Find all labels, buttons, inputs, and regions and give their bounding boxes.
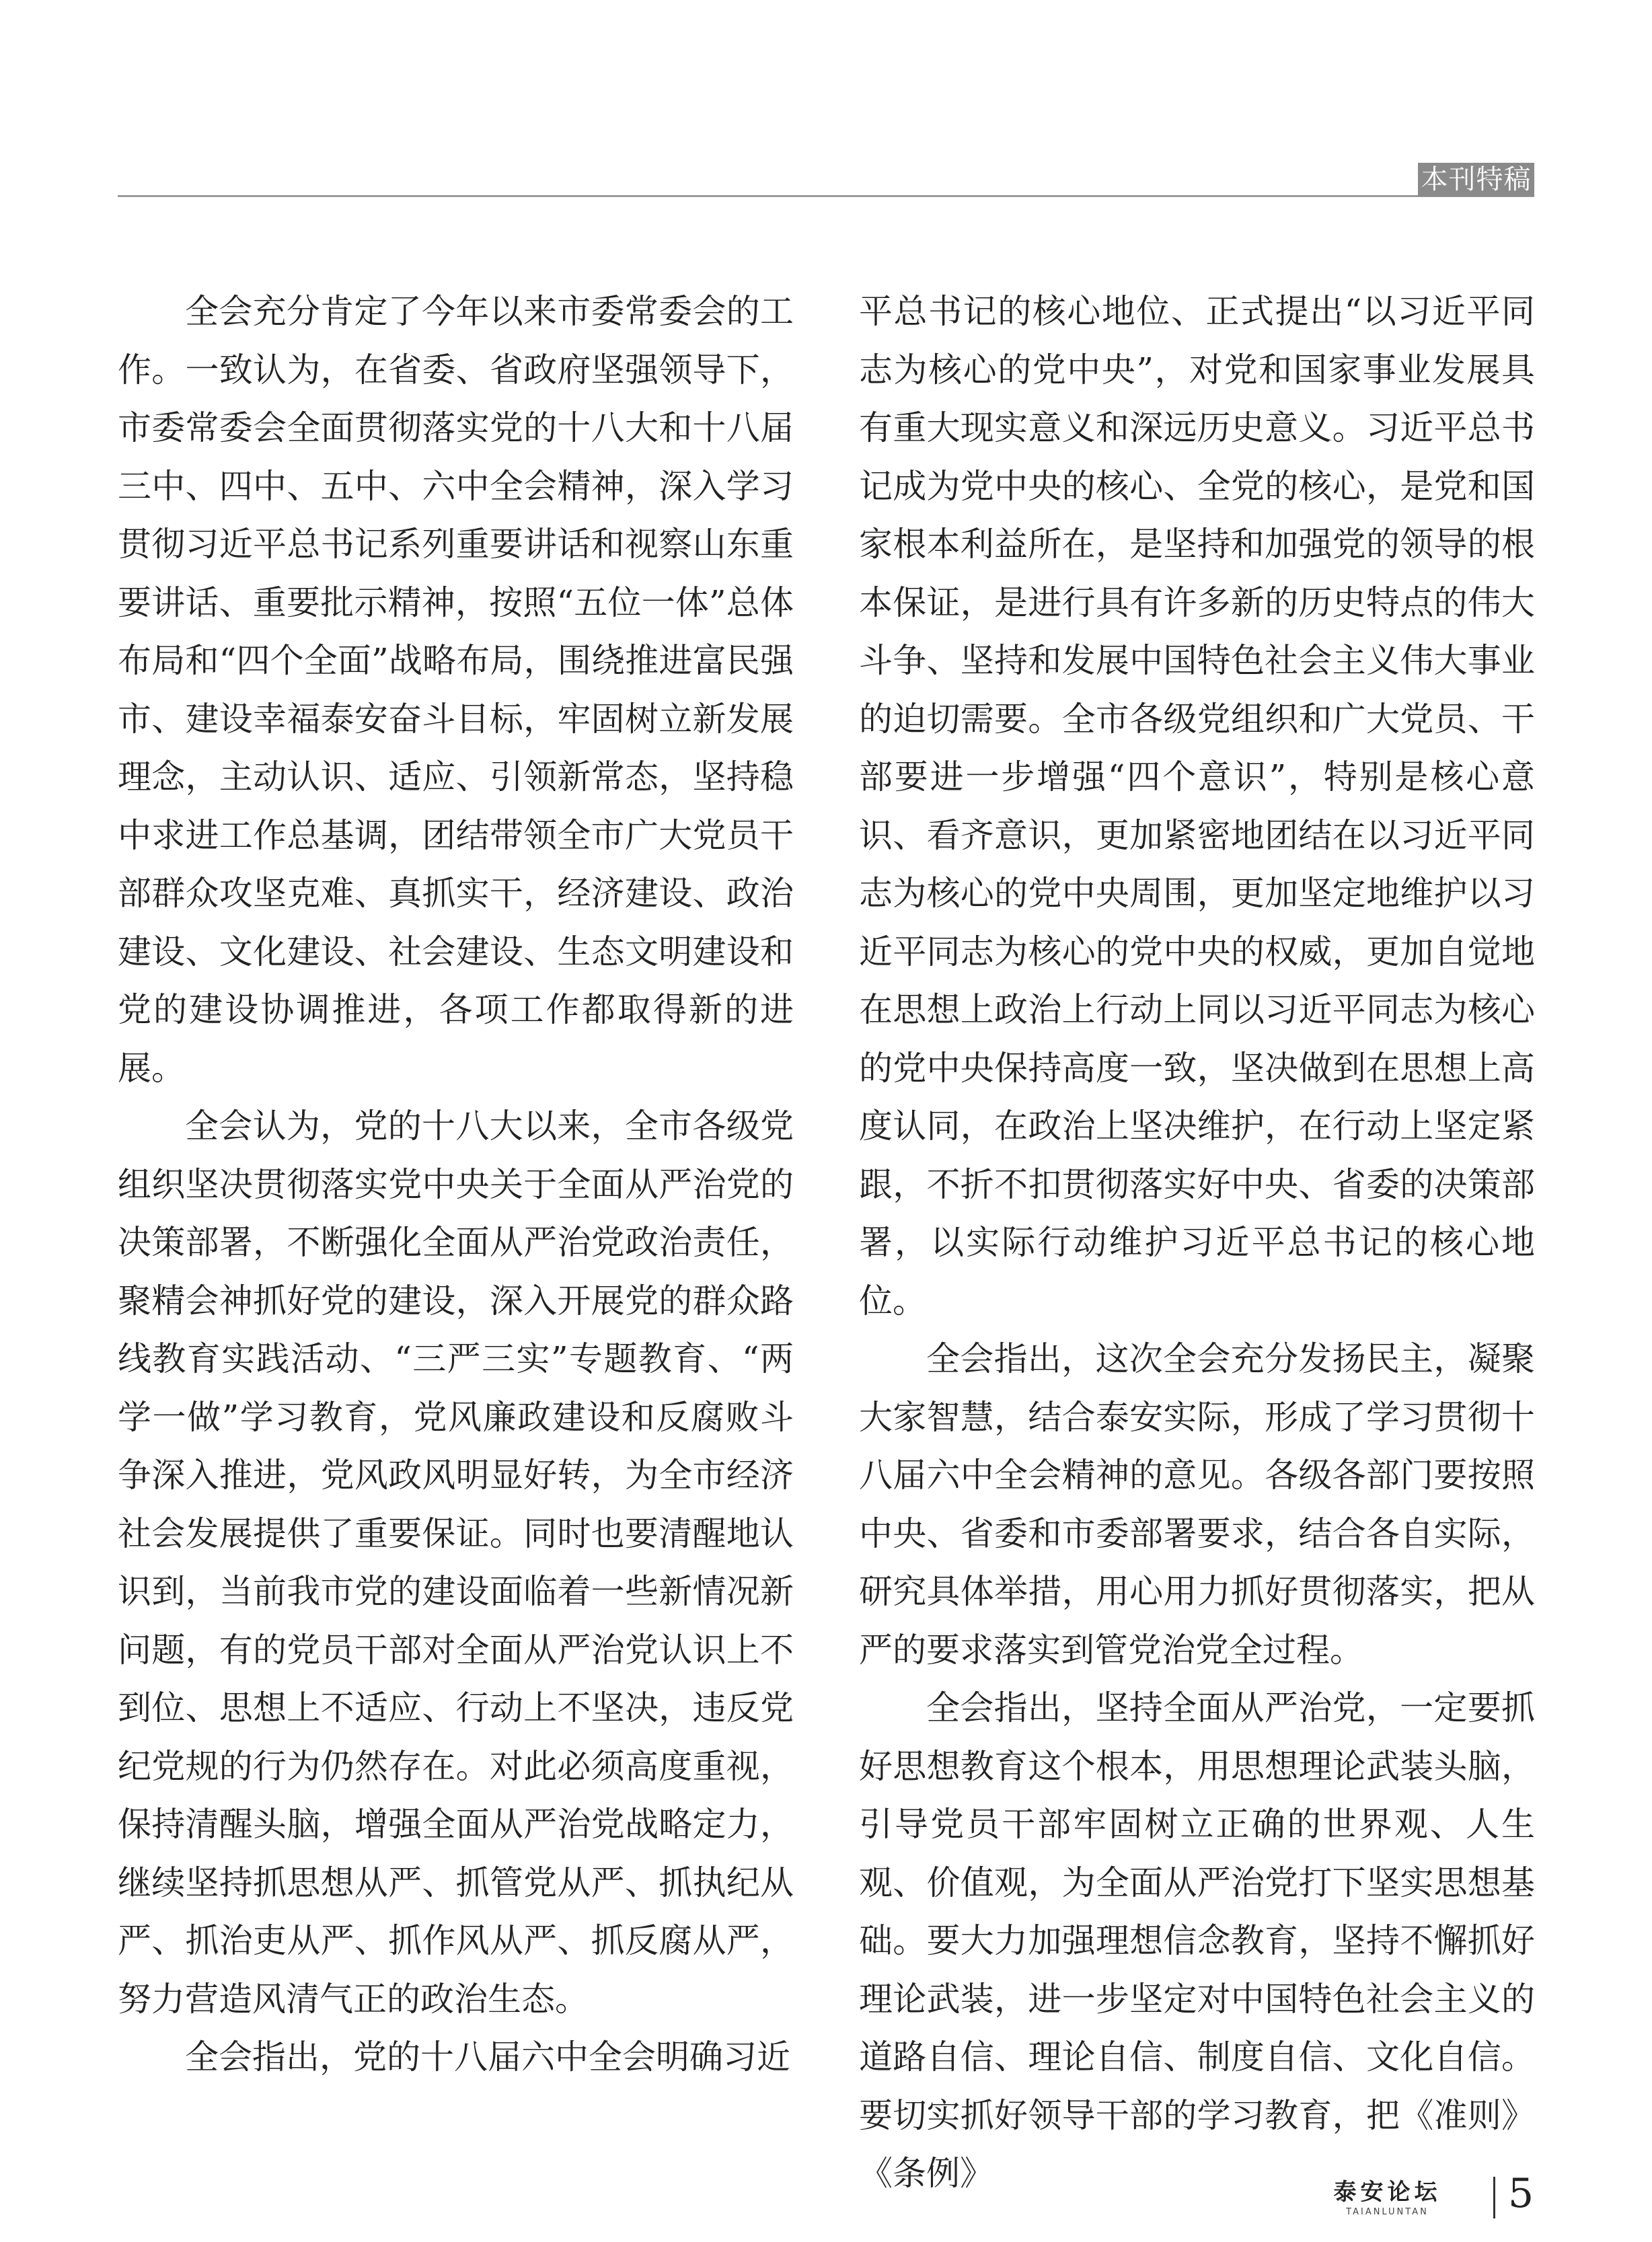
brand-pinyin: TAIANLUNTAN <box>1346 2207 1429 2217</box>
paragraph: 全会指出，这次全会充分发扬民主，凝聚大家智慧，结合泰安实际，形成了学习贯彻十八届六中全会精神的意见。各级各部门要按照中央、省委和市委部署要求，结合各自实际，研究具体举措，用心用力抓好贯彻落实，把从严的要求落实到管党治党全过程。 <box>859 1339 1535 1670</box>
paragraph-continued: 平总书记的核心地位、正式提出“以习近平同志为核心的党中央”，对党和国家事业发展具有重大现实意义和深远历史意义。习近平总书记成为党中央的核心、全党的核心，是党和国家根本利益所在，是坚持和加强党的领导的根本保证，是进行具有许多新的历史特点的伟大斗争、坚持和发展中国特色社会主义伟大事业的迫切需要。全市各级党组织和广大党员、干部要进一步增强“四个意识”，特别是核心意识、看齐意识，更加紧密地团结在以习近平同志为核心的党中央周围，更加坚定地维护以习近平同志为核心的党中央的权威，更加自觉地在思想上政治上行动上同以习近平同志为核心的党中央保持高度一致，坚决做到在思想上高度认同，在政治上坚决维护，在行动上坚定紧跟，不折不扣贯彻落实好中央、省委的决策部署，以实际行动维护习近平总书记的核心地位。 <box>859 292 1535 1320</box>
brand-name: 泰安论坛 <box>1333 2179 1441 2206</box>
header-rule <box>118 195 1534 197</box>
paragraph: 全会认为，党的十八大以来，全市各级党组织坚决贯彻落实党中央关于全面从严治党的决策部署，不断强化全面从严治党政治责任，聚精会神抓好党的建设，深入开展党的群众路线教育实践活动、“三严三实”专题教育、“两学一做”学习教育，党风廉政建设和反腐败斗争深入推进，党风政风明显好转，为全市经济社会发展提供了重要保证。同时也要清醒地认识到，当前我市党的建设面临着一些新情况新问题，有的党员干部对全面从严治党认识上不到位、思想上不适应、行动上不坚决，违反党纪党规的行为仍然存在。对此必须高度重视，保持清醒头脑，增强全面从严治党战略定力，继续坚持抓思想从严、抓管党从严、抓执纪从严、抓治吏从严、抓作风从严、抓反腐从严，努力营造风清气正的政治生态。 <box>118 1107 794 2019</box>
left-column <box>118 283 794 2087</box>
paragraph: 全会指出，坚持全面从严治党，一定要抓好思想教育这个根本，用思想理论武装头脑，引导党员干部牢固树立正确的世界观、人生观、价值观，为全面从严治党打下坚实思想基础。要大力加强理想信念教育，坚持不懈抓好理论武装，进一步坚定对中国特色社会主义的道路自信、理论自信、制度自信、文化自信。要切实抓好领导干部的学习教育，把《准则》《条例》 <box>859 1688 1535 2193</box>
page-number: 5 <box>1508 2170 1534 2217</box>
right-column <box>859 283 1535 2203</box>
footer-brand <box>1291 2178 1483 2218</box>
paragraph: 全会指出，党的十八届六中全会明确习近 <box>185 2038 790 2077</box>
footer-divider <box>1493 2177 1495 2218</box>
section-tag: 本刊特稿 <box>1418 163 1534 196</box>
paragraph: 全会充分肯定了今年以来市委常委会的工作。一致认为，在省委、省政府坚强领导下，市委常委会全面贯彻落实党的十八大和十八届三中、四中、五中、六中全会精神，深入学习贯彻习近平总书记系列重要讲话和视察山东重要讲话、重要批示精神，按照“五位一体”总体布局和“四个全面”战略布局，围绕推进富民强市、建设幸福泰安奋斗目标，牢固树立新发展理念，主动认识、适应、引领新常态，坚持稳中求进工作总基调，团结带领全市广大党员干部群众攻坚克难、真抓实干，经济建设、政治建设、文化建设、社会建设、生态文明建设和党的建设协调推进，各项工作都取得新的进展。 <box>118 292 794 1088</box>
